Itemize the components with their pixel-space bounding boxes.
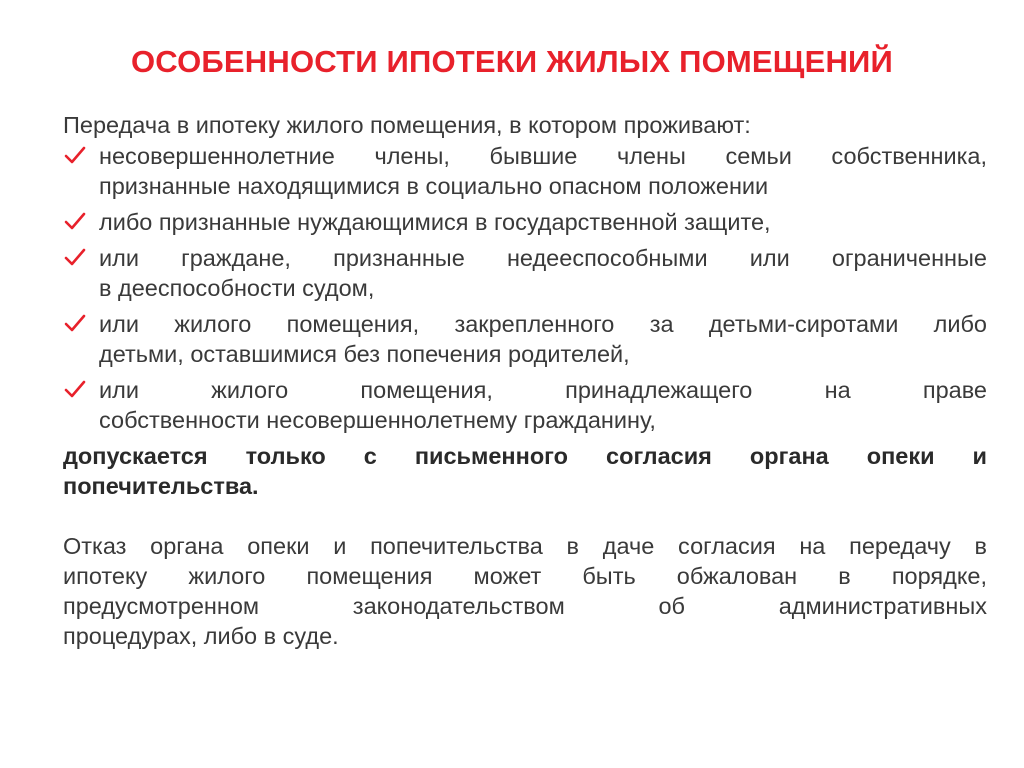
conclusion-text <box>63 441 987 501</box>
list-item-line: несовершеннолетние члены, бывшие члены семьи собственника, <box>99 143 987 169</box>
list-item-line: собственности несовершеннолетнему гражданину, <box>99 407 656 433</box>
note-line: ипотеку жилого помещения может быть обжалован в порядке, <box>63 563 987 589</box>
list-item-line: детьми, оставшимися без попечения родителей, <box>99 341 630 367</box>
list-item-line: либо признанные нуждающимися в государственной защите, <box>99 209 771 235</box>
list-item <box>63 243 987 303</box>
list-item-line: в дееспособности судом, <box>99 275 375 301</box>
checkmark-icon <box>63 245 87 269</box>
list-item <box>63 207 987 237</box>
list-item <box>63 141 987 201</box>
note-line: предусмотренном законодательством об административных <box>63 593 987 619</box>
list-item <box>63 309 987 369</box>
list-item <box>63 375 987 435</box>
list-item-line: признанные находящимися в социально опасном положении <box>99 173 769 199</box>
note-line: процедурах, либо в суде. <box>63 623 339 649</box>
checkmark-icon <box>63 311 87 335</box>
note-line: Отказ органа опеки и попечительства в даче согласия на передачу в <box>63 533 987 559</box>
list-item-line: или жилого помещения, закрепленного за детьми-сиротами либо <box>99 311 987 337</box>
list-item-line: или граждане, признанные недееспособными или ограниченные <box>99 245 987 271</box>
intro-text: Передача в ипотеку жилого помещения, в котором проживают: <box>63 112 751 138</box>
checkmark-icon <box>63 377 87 401</box>
checkmark-icon <box>63 209 87 233</box>
bullet-list <box>63 141 987 435</box>
list-item-line: или жилого помещения, принадлежащего на праве <box>99 377 987 403</box>
conclusion-line: попечительства. <box>63 473 259 499</box>
slide-content <box>63 110 987 651</box>
slide-title: ОСОБЕННОСТИ ИПОТЕКИ ЖИЛЫХ ПОМЕЩЕНИЙ <box>130 44 894 79</box>
conclusion-line: допускается только с письменного согласия органа опеки и <box>63 443 987 469</box>
note-text <box>63 531 987 651</box>
checkmark-icon <box>63 143 87 167</box>
